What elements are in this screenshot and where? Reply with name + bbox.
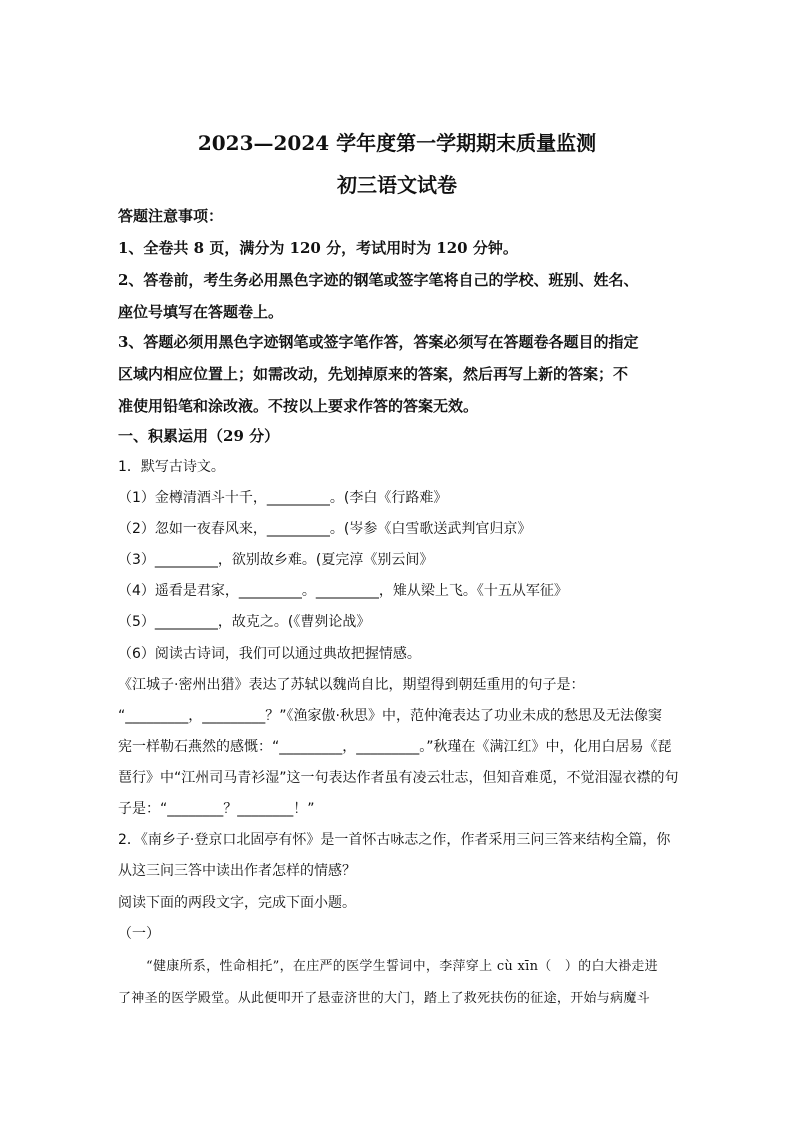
passage-part-label: （一）: [118, 926, 160, 942]
question-1-part-3: （3）_________，欲别故乡难。(夏完淳《别云间》: [118, 552, 434, 568]
exam-title: 2023—2024 学年度第一学期期末质量监测: [197, 131, 597, 155]
question-1-stem: 1．默写古诗文。: [118, 459, 225, 475]
notice-item-3-line-1: 3、答题必须用黑色字迹钢笔或签字笔作答，答案必须写在答题卷各题目的指定: [118, 333, 639, 351]
question-1-part-6: （6）阅读古诗词，我们可以通过典故把握情感。: [118, 646, 421, 662]
question-1-part-2: （2）忽如一夜春风来，_________。(岑参《白雪歌送武判官归京》: [118, 521, 532, 537]
notice-item-3-line-3: 准使用铅笔和涂改液。不按以上要求作答的答案无效。: [118, 397, 479, 415]
passage-line-2: 了神圣的医学殿堂。从此便叩开了悬壶济世的大门，踏上了救死扶伤的征途，开始与病魔斗: [118, 991, 651, 1006]
notice-heading: 答题注意事项：: [118, 207, 224, 225]
notice-item-2-line-1: 2、答卷前，考生务必用黑色字迹的钢笔或签字笔将自己的学校、班别、姓名、: [118, 271, 639, 289]
notice-item-2-line-2: 座位号填写在答题卷上。: [118, 303, 284, 321]
section-1-heading: 一、积累运用（29 分）: [118, 427, 280, 445]
passage-line-1: “健康所系，性命相托”，在庄严的医学生誓词中，李萍穿上 cù xīn（ ）的白大褂走进: [146, 959, 658, 974]
question-1-part-5: （5）_________，故克之。(《曹刿论战》: [118, 614, 371, 630]
question-1-part-6-line-3: 宪一样勒石燕然的感慨：“_________，_________。”秋瑾在《满江红》中，化用白居易《琵: [118, 739, 672, 755]
question-1-part-4: （4）遥看是君家，_________。_________，雉从梁上飞。《十五从军征》: [118, 583, 568, 599]
reading-intro: 阅读下面的两段文字，完成下面小题。: [118, 895, 356, 911]
question-1-part-6-line-5: 子是：“________？________！”: [118, 801, 315, 817]
exam-subtitle: 初三语文试卷: [337, 173, 457, 197]
question-1-part-6-line-2: “_________，_________？”《渔家傲·秋思》中，范仲淹表达了功业未成的愁思及无法像窦: [118, 708, 662, 724]
question-1-part-6-line-4: 琶行》中“江州司马青衫湿”这一句表达作者虽有凌云壮志，但知音难觅，不觉泪湿衣襟的句: [118, 770, 679, 786]
question-2-line-2: 从这三问三答中读出作者怎样的情感？: [118, 863, 356, 879]
question-2-line-1: 2．《南乡子·登京口北固亭有怀》是一首怀古咏志之作，作者采用三问三答来结构全篇，你: [118, 832, 671, 848]
question-1-part-1: （1）金樽清酒斗十千，_________。(李白《行路难》: [118, 490, 448, 506]
notice-item-1: 1、全卷共 8 页，满分为 120 分，考试用时为 120 分钟。: [118, 239, 518, 257]
question-1-part-6-line-1: 《江城子·密州出猎》表达了苏轼以魏尚自比，期望得到朝廷重用的句子是：: [118, 677, 585, 693]
notice-item-3-line-2: 区域内相应位置上；如需改动，先划掉原来的答案，然后再写上新的答案；不: [118, 365, 629, 383]
